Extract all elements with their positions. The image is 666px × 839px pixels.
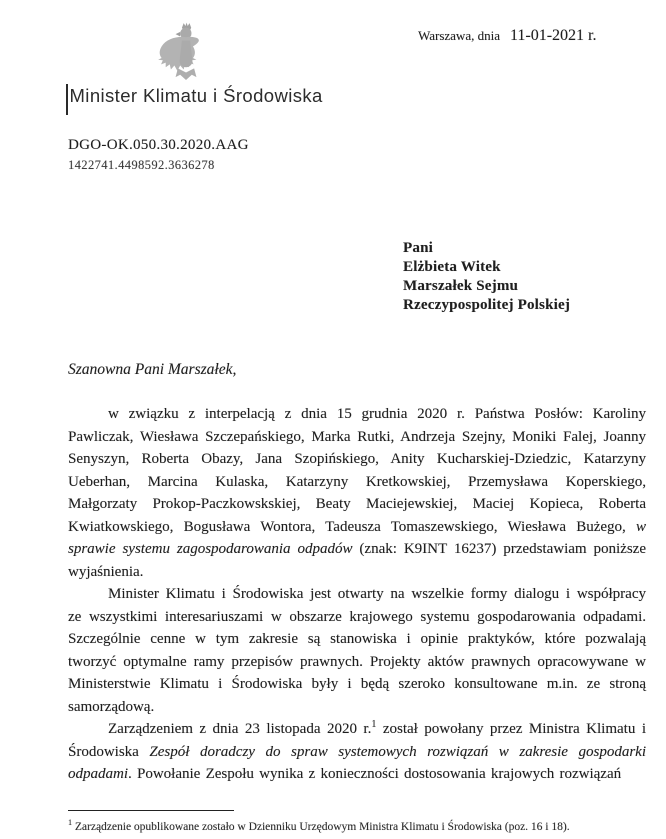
dateline-place: Warszawa, dnia xyxy=(418,28,500,43)
text-cursor-artifact xyxy=(66,84,68,115)
footnote-text: Zarządzenie opublikowane zostało w Dzienniku Urzędowym Ministra Klimatu i Środowiska (poz. 16 i 18). xyxy=(72,820,570,833)
dateline xyxy=(418,27,596,45)
paragraph-2-text: Minister Klimatu i Środowiska jest otwarty na wszelkie formy dialogu i współpracy ze wszystkimi interesariuszami w obszarze krajowego systemu gospodarowania odpadami. Szczególnie cenne w tym zakresie są stanowiska i opinie praktyków, które pozwalają tworzyć optymalne ramy przepisów prawnych. Projekty aktów prawnych opracowywane w Ministerstwie Klimatu i Środowiska były i będą szeroko konsultowane m.in. ze stroną samorządową. xyxy=(68,586,646,715)
footnote-marker: 1 xyxy=(68,818,72,827)
paragraph-3-text-c: . Powołanie Zespołu wynika z konieczności dostosowania krajowych rozwiązań xyxy=(128,766,622,782)
recipient-line-salutation: Pani xyxy=(403,240,433,256)
sender-title-row xyxy=(66,84,323,115)
paragraph-1-text-b: (znak: K9INT 16237) przedstawiam poniższe wyjaśnienia. xyxy=(68,541,646,580)
footnote-divider xyxy=(68,810,234,811)
paragraph-interpellation xyxy=(68,403,646,583)
footnote xyxy=(68,816,653,834)
letter-body xyxy=(68,403,646,786)
document-id: 1422741.4498592.3636278 xyxy=(68,158,215,172)
paragraph-dialogue xyxy=(68,583,646,718)
footnote-reference-marker: 1 xyxy=(371,719,377,730)
coat-of-arms-eagle-icon xyxy=(157,20,215,82)
paragraph-3-text-b: został powołany przez Ministra Klimatu i Środowiska xyxy=(68,721,646,760)
paragraph-1-text-a: w związku z interpelacją z dnia 15 grudnia 2020 r. Państwa Posłów: Karoliny Pawliczak, Wiesława Szczepańskiego, Marka Rutki, Andrzeja Szejny, Moniki Falej, Joanny Senyszyn, Roberta Obazy, Jana Szopińskiego, Anity Kucharskiej-Dziedzic, Katarzyny Ueberhan, Marcina Kulaska, Katarzyny Kretkowskiej, Przemysława Koperskiego, Małgorzaty Prokop-Paczkowskskiej, Beaty Maciejewskiej, Maciej Kopieca, Roberta Kwiatkowskiego, Bogusława Wontora, Tadeusza Tomaszewskiego, Wiesława Bużego, xyxy=(68,406,646,535)
paragraph-zarzadzenie xyxy=(68,718,646,786)
sender-title: Minister Klimatu i Środowiska xyxy=(69,85,323,106)
paragraph-1-italic-subject: w sprawie systemu zagospodarowania odpadów xyxy=(68,518,646,557)
recipient-line-institution: Rzeczypospolitej Polskiej xyxy=(403,297,571,313)
salutation: Szanowna Pani Marszałek, xyxy=(68,361,237,378)
paragraph-3-italic-team-name: Zespół doradczy do spraw systemowych rozwiązań w zakresie gospodarki odpadami xyxy=(68,743,646,782)
dateline-date: 11-01-2021 r. xyxy=(509,27,597,44)
recipient-block xyxy=(403,239,570,315)
recipient-line-name: Elżbieta Witek xyxy=(403,259,501,275)
recipient-line-title: Marszałek Sejmu xyxy=(403,278,519,294)
reference-number: DGO-OK.050.30.2020.AAG xyxy=(68,137,249,153)
paragraph-3-text-a: Zarządzeniem z dnia 23 listopada 2020 r. xyxy=(108,721,372,737)
